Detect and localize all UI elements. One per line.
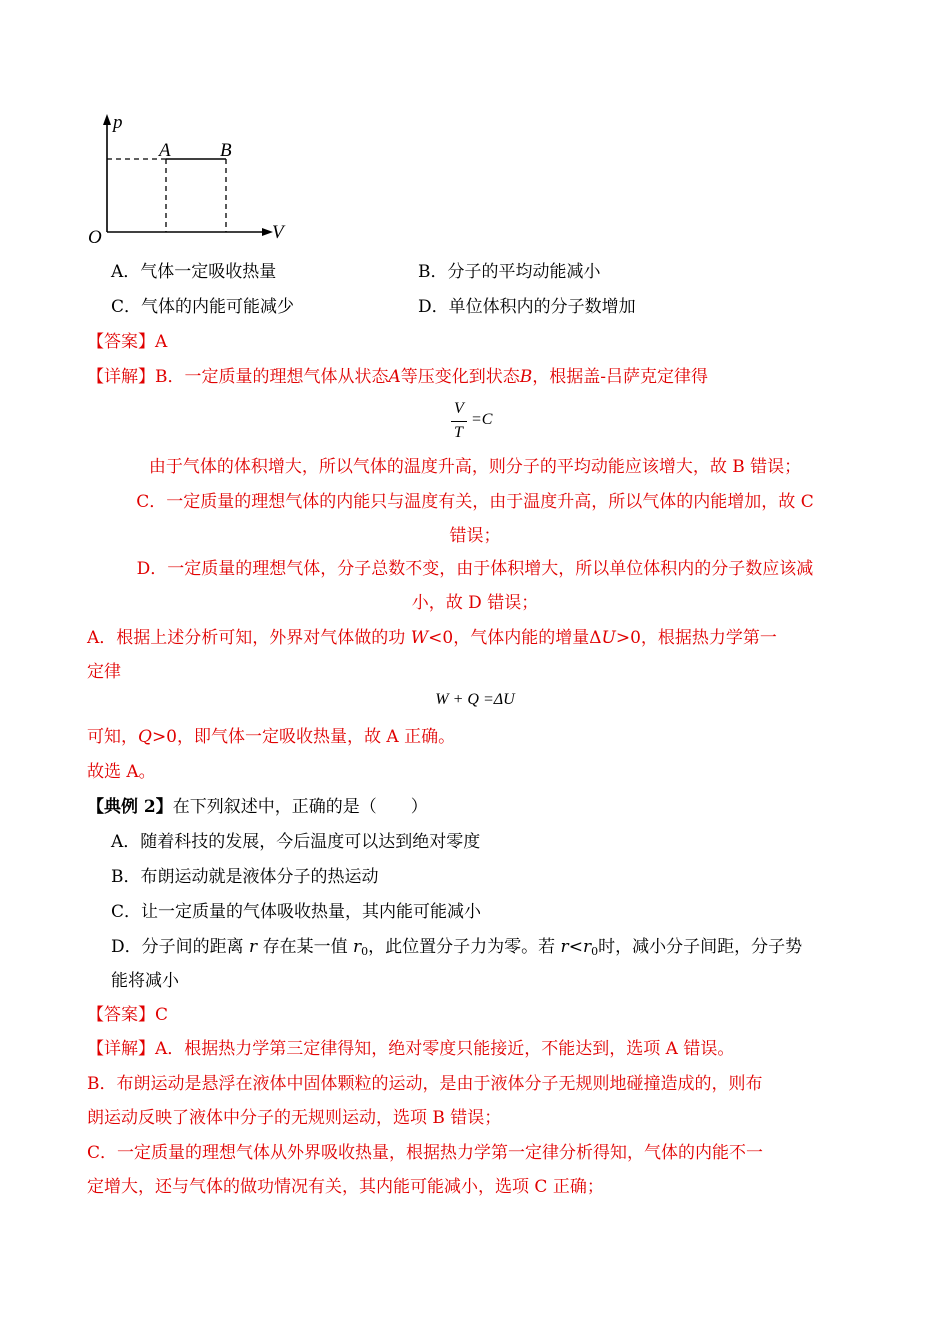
q1-detail-9-q: Q	[138, 727, 152, 747]
q2-option-d-post: 时，减小分子间距，分子势	[598, 937, 803, 957]
q1-detail-line-8: 定律	[87, 662, 121, 682]
q1-detail-line-2: 由于气体的体积增大，所以气体的温度升高，则分子的平均动能应该增大，故 B 错误；	[148, 457, 802, 477]
q1-detail-9-post: >0，即气体一定吸收热量，故 A 正确。	[151, 727, 456, 747]
q2-option-d-lt: <	[568, 937, 583, 957]
v-axis-label: V	[272, 222, 284, 243]
q2-detail-line-1: 【详解】A．根据热力学第三定律得知，绝对零度只能接近，不能达到，选项 A 错误。	[87, 1039, 735, 1059]
q1-option-d: D．单位体积内的分子数增加	[418, 297, 636, 317]
q1-detail-line-1	[87, 366, 708, 388]
q2-option-d-mid2: ，此位置分子力为零。若	[368, 937, 561, 957]
q2-option-d-r0: r	[353, 937, 362, 957]
q2-option-d-sub1: 0	[591, 945, 599, 958]
q1-detail-7-u: U	[601, 628, 616, 648]
q1-detail-line-7	[87, 627, 777, 649]
q1-detail-1-post: ，根据盖-吕萨克定律得	[532, 367, 709, 387]
q2-detail-line-2: B．布朗运动是悬浮在液体中固体颗粒的运动，是由于液体分子无规则地碰撞造成的，则布	[87, 1074, 763, 1094]
q2-option-a: A．随着科技的发展，今后温度可以达到绝对零度	[111, 832, 481, 852]
q1-option-c: C．气体的内能可能减少	[111, 297, 295, 317]
q1-answer: 【答案】A	[87, 332, 168, 352]
q1-detail-1-b: B	[519, 367, 533, 387]
p-axis-label: p	[113, 112, 123, 133]
frac-bar	[451, 421, 467, 422]
q1-detail-line-9	[87, 726, 455, 748]
q2-detail-line-5: 定增大，还与气体的做功情况有关，其内能可能减小，选项 C 正确；	[87, 1177, 604, 1197]
q2-detail-line-4: C．一定质量的理想气体从外界吸收热量，根据热力学第一定律分析得知，气体的内能不一	[87, 1143, 764, 1163]
q1-detail-1-a: A	[388, 367, 401, 387]
frac-rhs: =C	[471, 411, 493, 428]
q2-option-d-pre: D．分子间的距离	[111, 937, 250, 957]
q2-option-c: C．让一定质量的气体吸收热量，其内能可能减小	[111, 902, 482, 922]
q1-option-b: B．分子的平均动能减小	[418, 262, 601, 282]
q1-detail-7-post: >0，根据热力学第一	[615, 628, 777, 648]
p-axis-arrow	[103, 114, 111, 125]
q2-option-d	[111, 936, 802, 963]
point-a-label: A	[159, 140, 171, 161]
q2-option-b: B．布朗运动就是液体分子的热运动	[111, 867, 379, 887]
frac-numerator: V	[454, 400, 464, 417]
q2-title-text: 在下列叙述中，正确的是（ ）	[172, 797, 428, 817]
q1-detail-1-pre: 【详解】B．一定质量的理想气体从状态	[87, 367, 389, 387]
frac-denominator: T	[454, 424, 463, 441]
q2-option-d-r2: r	[560, 937, 569, 957]
first-law-formula: W + Q =ΔU	[435, 691, 515, 708]
q1-detail-9-pre: 可知，	[87, 727, 138, 747]
q1-detail-line-10: 故选 A。	[87, 762, 156, 782]
q2-title	[87, 796, 428, 818]
q1-detail-line-3: C．一定质量的理想气体的内能只与温度有关，由于温度升高，所以气体的内能增加，故 C	[136, 492, 814, 512]
q2-option-d-mid1: 存在某一值	[257, 937, 353, 957]
q1-detail-7-pre: A．根据上述分析可知，外界对气体做的功	[87, 628, 411, 648]
q1-detail-line-6: 小，故 D 错误；	[411, 593, 539, 613]
q2-option-d-line-2: 能将减小	[111, 971, 179, 991]
origin-label: O	[88, 227, 102, 248]
q2-option-d-sub0: 0	[361, 945, 369, 958]
q1-detail-1-mid: 等压变化到状态	[400, 367, 520, 387]
q1-detail-line-4: 错误；	[449, 526, 501, 546]
q2-title-label: 【典例 2】	[87, 797, 173, 817]
q2-answer: 【答案】C	[87, 1005, 169, 1025]
charles-law-formula	[451, 400, 511, 444]
q2-option-d-r3: r	[582, 937, 592, 957]
point-b-label: B	[220, 140, 232, 161]
q2-detail-line-3: 朗运动反映了液体中分子的无规则运动，选项 B 错误；	[87, 1108, 502, 1128]
q1-option-a: A．气体一定吸收热量	[111, 262, 277, 282]
q1-detail-line-5: D．一定质量的理想气体，分子总数不变，由于体积增大，所以单位体积内的分子数应该减	[136, 559, 814, 579]
q2-option-d-r: r	[249, 937, 258, 957]
q1-detail-7-mid: <0，气体内能的增量Δ	[428, 628, 602, 648]
q1-detail-7-w: W	[410, 628, 429, 648]
